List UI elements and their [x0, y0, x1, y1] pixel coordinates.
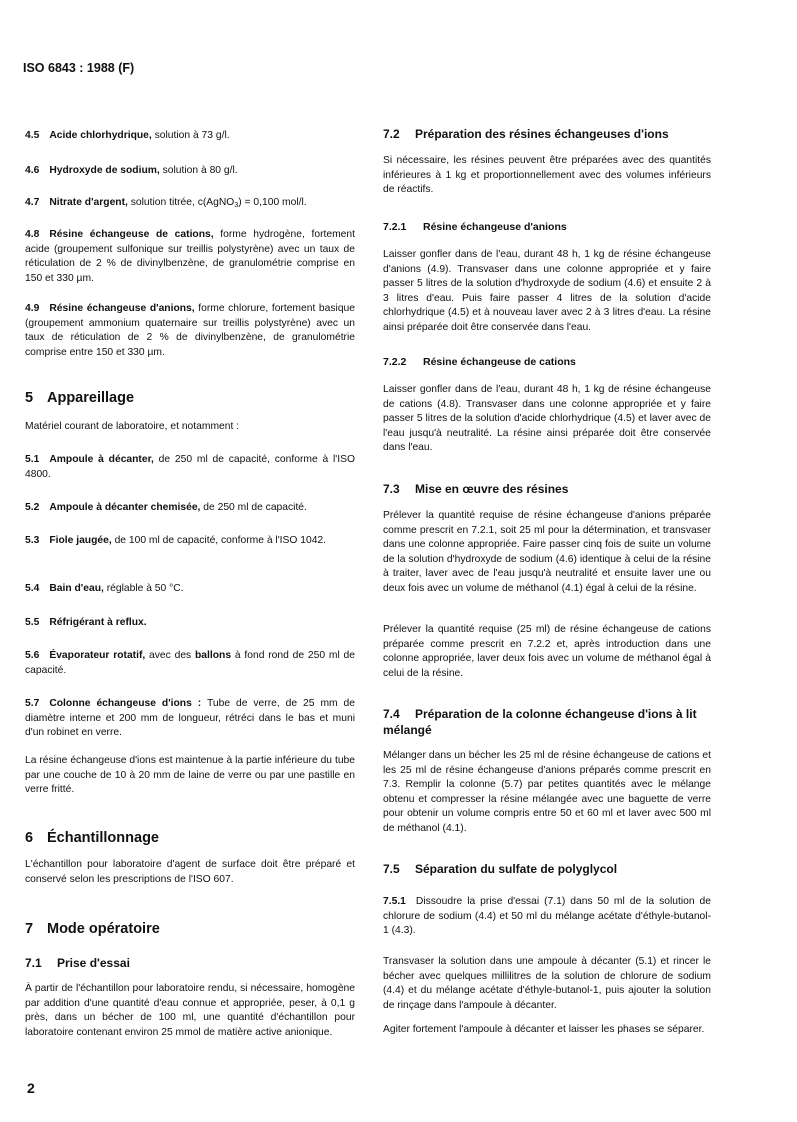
section-7-heading: 7 Mode opératoire	[25, 921, 160, 937]
item-4-8: 4.8 Résine échangeuse de cations, forme hydrogène, fortement acide (groupement sulfonique sur treillis polystyrène) avec un taux de réticulation de 2 % de divinylbenzène, de granulométrie comprise en 150 et 330 µm.	[25, 229, 355, 284]
section-7-2-2-heading: 7.2.2 Résine échangeuse de cations	[383, 356, 576, 368]
item-5-2: 5.2 Ampoule à décanter chemisée, de 250 ml de capacité.	[25, 502, 307, 513]
section-7-2-heading: 7.2 Préparation des résines échangeuses d'ions	[383, 127, 669, 141]
section-5-heading: 5 Appareillage	[25, 390, 135, 406]
paragraph-5-7: La résine échangeuse d'ions est maintenue à la partie inférieure du tube par une couche de 10 à 20 mm de laine de verre ou par une pastille en verre fritté.	[25, 755, 355, 796]
item-4-6: 4.6 Hydroxyde de sodium, solution à 80 g/l.	[25, 165, 238, 176]
paragraph-7-5-1: 7.5.1 Dissoudre la prise d'essai (7.1) dans 50 ml de la solution de chlorure de sodium (4.4) et 50 ml du mélange acétate d'éthyle-butanol-1 (4.3).	[383, 896, 711, 937]
paragraph-7-4: Mélanger dans un bécher les 25 ml de résine échangeuse de cations et les 25 ml de résine échangeuse d'anions préparés comme prescrit en 7.3. Remplir la colonne (5.7) par petites quantités avec le mélange obtenu et compresser la résine mélangée avec une baguette de verre pour obtenir un volume compris entre 50 et 60 ml et laver avec 500 ml de méthanol (4.1).	[383, 750, 711, 834]
paragraph-7-2-1: Laisser gonfler dans de l'eau, durant 48 h, 1 kg de résine échangeuse d'anions (4.9). Transvaser dans une colonne appropriée et y faire passer 5 litres de la solution d'hydroxyde de sodium (4.6) et ensuite 2 à 3 litres d'eau. Puis faire passer 4 litres de la solution d'acide chlorhydrique (4.5) et à nouveau laver avec 2 à 3 litres d'eau. La résine ainsi préparée doit être conservée dans l'eau.	[383, 249, 711, 333]
item-4-5: 4.5 Acide chlorhydrique, solution à 73 g/l.	[25, 130, 230, 141]
item-5-3: 5.3 Fiole jaugée, de 100 ml de capacité, conforme à l'ISO 1042.	[25, 535, 327, 546]
section-7-3-heading: 7.3 Mise en œuvre des résines	[383, 482, 569, 496]
item-5-1: 5.1 Ampoule à décanter, de 250 ml de capacité, conforme à l'ISO 4800.	[25, 454, 355, 480]
section-7-2-1-heading: 7.2.1 Résine échangeuse d'anions	[383, 221, 567, 233]
document-header: ISO 6843 : 1988 (F)	[23, 61, 135, 75]
item-5-4: 5.4 Bain d'eau, réglable à 50 °C.	[25, 583, 184, 594]
section-5-intro: Matériel courant de laboratoire, et notamment :	[25, 421, 240, 432]
item-5-5: 5.5 Réfrigérant à reflux.	[25, 617, 147, 628]
section-7-5-heading: 7.5 Séparation du sulfate de polyglycol	[383, 862, 618, 876]
item-4-9: 4.9 Résine échangeuse d'anions, forme chlorure, fortement basique (groupement ammonium quaternaire sur treillis polystyrène) avec un taux de réticulation de 2 % de divinylbenzène, de granulométrie comprise entre 150 et 330 µm.	[25, 303, 356, 358]
page-number: 2	[27, 1080, 35, 1096]
paragraph-7-2: Si nécessaire, les résines peuvent être préparées avec des quantités inférieures à 1 kg et proportionnellement avec des volumes inférieurs de réactifs.	[383, 155, 711, 196]
item-5-7: 5.7 Colonne échangeuse d'ions : Tube de verre, de 25 mm de diamètre interne et 200 mm de longueur, rétréci dans le bas et muni d'un robinet en verre.	[25, 698, 355, 739]
paragraph-6: L'échantillon pour laboratoire d'agent de surface doit être préparé et conservé selon les prescriptions de l'ISO 607.	[25, 859, 355, 885]
section-7-1-heading: 7.1 Prise d'essai	[25, 956, 130, 970]
item-5-6: 5.6 Évaporateur rotatif, avec des ballons à fond rond de 250 ml de capacité.	[25, 650, 355, 676]
section-6-heading: 6 Échantillonnage	[25, 830, 159, 846]
paragraph-7-2-2: Laisser gonfler dans de l'eau, durant 48 h, 1 kg de résine échangeuse de cations (4.8). Transvaser dans une colonne appropriée et y faire passer 5 litres de la solution d'acide chlorhydrique (4.5) et laver avec de l'eau jusqu'à neutralité. La résine ainsi préparée doit être conservée dans l'eau.	[383, 384, 711, 454]
paragraph-7-5-b: Transvaser la solution dans une ampoule à décanter (5.1) et rincer le bécher avec quelques millilitres de la solution de chlorure de sodium (4.4) et du mélange acétate d'éthyle-butanol-1, puis ajouter la solution de rinçage dans l'ampoule à décanter.	[383, 956, 711, 1011]
paragraph-7-3-a: Prélever la quantité requise de résine échangeuse d'anions préparée comme prescrit en 7.2.1, soit 25 ml pour la détermination, et transvaser dans une colonne appropriée. Faire passer cinq fois de suite un volume de la solution d'hydroxyde de sodium (4.6) identique à celui de la résine à traiter, laver avec de l'eau jusqu'à neutralité et ensuite laver une ou deux fois avec un volume de méthanol (4.1) égal à celui de la résine.	[383, 510, 711, 594]
paragraph-7-3-b: Prélever la quantité requise (25 ml) de résine échangeuse de cations préparée comme prescrit en 7.2.2 et, après introduction dans une colonne appropriée, laver deux fois avec un volume de méthanol égal à celui de la résine.	[383, 624, 711, 679]
paragraph-7-5-c: Agiter fortement l'ampoule à décanter et laisser les phases se séparer.	[383, 1024, 705, 1035]
section-7-4-heading: 7.4 Préparation de la colonne échangeuse d'ions à lit mélangé	[383, 707, 697, 737]
item-4-7: 4.7 Nitrate d'argent, solution titrée, c(AgNO$_3$) = 0,100 mol/l.	[25, 197, 307, 209]
paragraph-7-1: À partir de l'échantillon pour laboratoire rendu, si nécessaire, homogène par addition d'une quantité d'eau connue et appropriée, peser, à 0,1 g près, dans un bécher de 100 ml, une quantité d'échantillon pour laboratoire contenant environ 25 mmol de matière active anionique.	[25, 983, 355, 1038]
